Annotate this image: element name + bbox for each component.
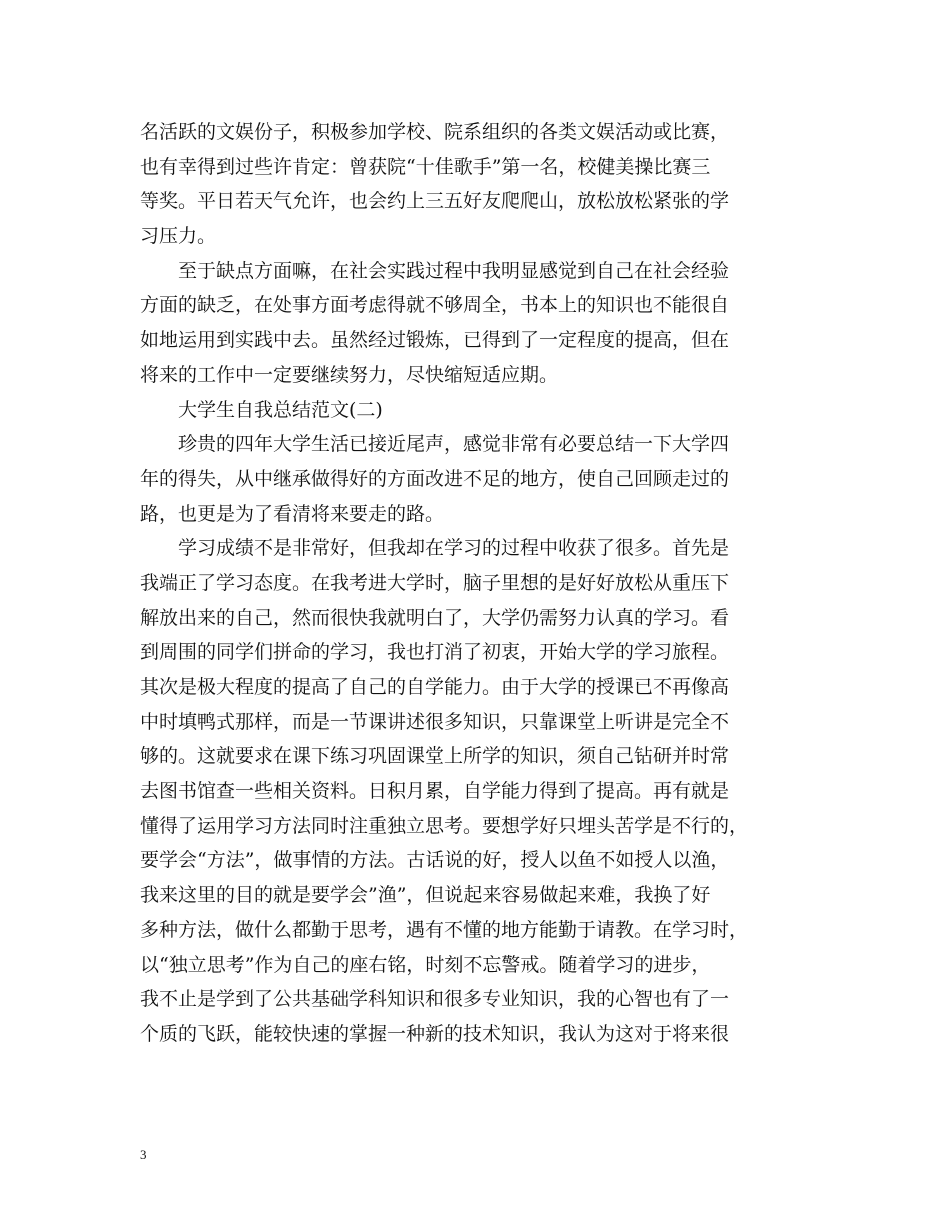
text-line: 路，也更是为了看清将来要走的路。 [140,502,445,525]
text-line: 习压力。 [140,225,217,248]
text-line: 将来的工作中一定要继续努力，尽快缩短适应期。 [140,363,559,386]
text-line: 其次是极大程度的提高了自己的自学能力。由于大学的授课已不再像高 [140,676,730,698]
text-line: 去图书馆查一些相关资料。日积月累，自学能力得到了提高。再有就是 [140,780,730,803]
text-line: 如地运用到实践中去。虽然经过锻炼，已得到了一定程度的提高，但在 [140,329,730,352]
text-line: 方面的缺乏，在处事方面考虑得就不够周全，书本上的知识也不能很自 [140,294,730,317]
text-line: 我来这里的目的就是要学会”渔”，但说起来容易做起来难，我换了好 [140,884,711,907]
text-line: 至于缺点方面嘛，在社会实践过程中我明显感觉到自己在社会经验 [178,259,730,282]
text-line: 要学会“方法”，做事情的方法。古话说的好，授人以鱼不如授人以渔， [140,849,730,872]
text-line: 名活跃的文娱份子，积极参加学校、院系组织的各类文娱活动或比赛， [140,121,730,143]
page-number: 3 [140,1147,147,1162]
text-line: 到周围的同学们拼命的学习，我也打消了初衷，开始大学的学习旅程。 [140,641,730,664]
text-line: 年的得失，从中继承做得好的方面改进不足的地方，使自己回顾走过的 [140,467,730,490]
text-line: 也有幸得到过些许肯定：曾获院“十佳歌手”第一名，校健美操比赛三 [140,155,711,178]
text-line: 珍贵的四年大学生活已接近尾声，感觉非常有必要总结一下大学四 [178,433,730,456]
text-line: 大学生自我总结范文(二) [178,398,383,421]
text-line: 中时填鸭式那样，而是一节课讲述很多知识，只靠课堂上听讲是完全不 [140,710,730,733]
text-line: 懂得了运用学习方法同时注重独立思考。要想学好只埋头苦学是不行的， [140,814,749,837]
text-line: 我不止是学到了公共基础学科知识和很多专业知识，我的心智也有了一 [140,988,730,1011]
text-line: 多种方法，做什么都勤于思考，遇有不懂的地方能勤于请教。在学习时， [140,918,749,941]
text-line: 解放出来的自己，然而很快我就明白了，大学仍需努力认真的学习。看 [140,606,730,629]
text-line: 我端正了学习态度。在我考进大学时，脑子里想的是好好放松从重压下 [140,571,730,594]
text-line: 够的。这就要求在课下练习巩固课堂上所学的知识，须自己钻研并时常 [140,745,730,768]
text-line: 等奖。平日若天气允许，也会约上三五好友爬爬山，放松放松紧张的学 [140,190,730,213]
text-line: 学习成绩不是非常好，但我却在学习的过程中收获了很多。首先是 [178,537,730,560]
text-line: 个质的飞跃，能较快速的掌握一种新的技术知识，我认为这对于将来很 [140,1022,730,1045]
text-line: 以“独立思考”作为自己的座右铭，时刻不忘警戒。随着学习的进步， [140,953,711,976]
body-text [140,115,824,1052]
